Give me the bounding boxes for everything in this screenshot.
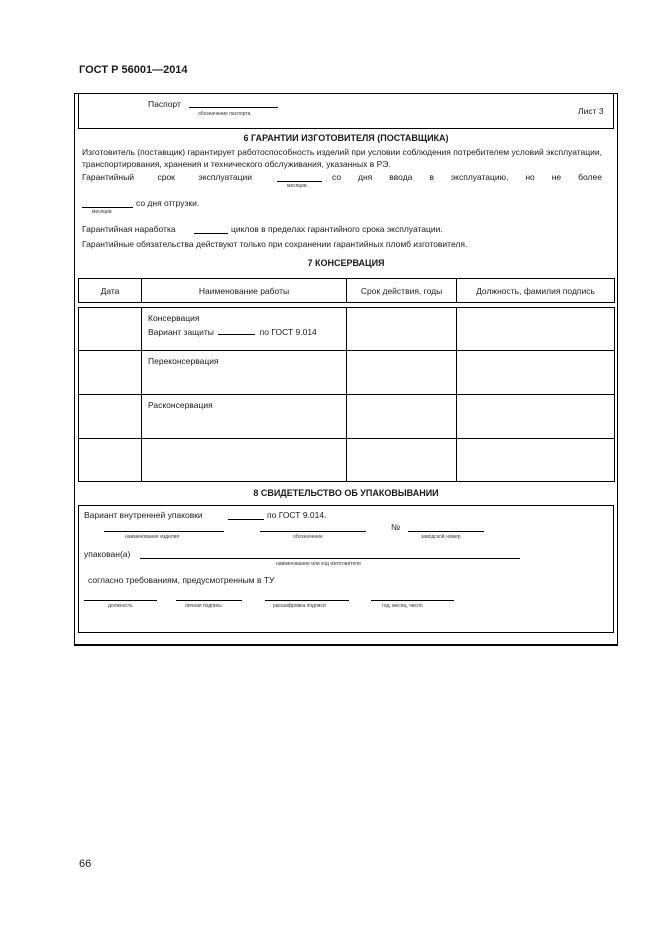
item-name-field[interactable] xyxy=(104,531,224,532)
seals-text: Гарантийные обязательства действуют только при сохранении гарантийных пломб изготовителя. xyxy=(82,239,468,249)
warranty-period-tail xyxy=(332,172,602,182)
variant-suffix: по ГОСТ 9.014 xyxy=(259,327,317,337)
manufacturer-field[interactable] xyxy=(140,558,520,559)
term-cell[interactable] xyxy=(347,395,457,439)
section8-title: 8 СВИДЕТЕЛЬСТВО ОБ УПАКОВЫВАНИИ xyxy=(253,488,439,498)
passport-label: Паспорт xyxy=(148,99,181,109)
table-row xyxy=(79,351,615,395)
signature-cell[interactable] xyxy=(457,351,615,395)
serial-number-caption: заводской номер xyxy=(421,534,461,540)
designation-caption: обозначение xyxy=(293,534,323,540)
packing-certificate-box xyxy=(78,505,614,633)
date-field[interactable] xyxy=(371,600,454,601)
table-row xyxy=(79,395,615,439)
protection-variant xyxy=(148,325,346,339)
work-name: Консервация xyxy=(148,313,200,323)
position-caption: должность xyxy=(108,603,133,609)
signature-caption: личная подпись xyxy=(185,603,222,609)
table-header-row xyxy=(79,279,615,303)
signature-field[interactable] xyxy=(176,600,242,601)
table-row xyxy=(79,308,615,351)
run-cycles-field[interactable] xyxy=(194,233,228,234)
signature-cell[interactable] xyxy=(457,308,615,351)
months-caption: месяцев xyxy=(287,183,307,189)
word: Гарантийный xyxy=(82,172,134,182)
packed-label: упакован(а) xyxy=(84,549,131,559)
column-header-date: Дата xyxy=(79,279,142,303)
column-header-term: Срок действия, годы xyxy=(347,279,457,303)
section6-title: 6 ГАРАНТИИ ИЗГОТОВИТЕЛЯ (ПОСТАВЩИКА) xyxy=(243,133,449,143)
variant-prefix: Вариант защиты xyxy=(148,327,214,337)
word: но xyxy=(525,172,535,182)
requirements-text: согласно требованиям, предусмотренным в ТУ xyxy=(88,575,275,585)
work-cell xyxy=(142,308,347,351)
passport-caption: обозначение паспорта xyxy=(198,111,251,117)
work-cell: Переконсервация xyxy=(142,351,347,395)
date-caption: год, месяц, число xyxy=(382,603,423,609)
term-cell[interactable] xyxy=(347,439,457,482)
word: со xyxy=(332,172,342,182)
position-field[interactable] xyxy=(84,600,157,601)
word: в xyxy=(429,172,434,182)
number-sign: № xyxy=(391,522,401,532)
run-suffix: циклов в пределах гарантийного срока эксплуатации. xyxy=(231,224,443,234)
manufacturer-caption: наименование или код изготовителя xyxy=(276,561,361,567)
run-prefix: Гарантийная наработка xyxy=(82,224,176,234)
passport-field[interactable] xyxy=(189,107,278,108)
variant-prefix: Вариант внутренней упаковки xyxy=(84,510,203,520)
date-cell[interactable] xyxy=(79,351,142,395)
word: дня xyxy=(358,172,373,182)
packing-variant-field[interactable] xyxy=(228,519,264,520)
term-cell[interactable] xyxy=(347,308,457,351)
warranty-period-label xyxy=(82,172,252,182)
variant-field[interactable] xyxy=(218,334,255,335)
date-cell[interactable] xyxy=(79,395,142,439)
item-name-caption: наименование изделия xyxy=(125,534,180,540)
page-number: 66 xyxy=(79,858,92,870)
signature-cell[interactable] xyxy=(457,439,615,482)
designation-field[interactable] xyxy=(260,531,366,532)
shipment-months-field[interactable] xyxy=(82,207,133,208)
word: ввода xyxy=(389,172,413,182)
sheet-number: Лист 3 xyxy=(578,106,604,116)
section7-title: 7 КОНСЕРВАЦИЯ xyxy=(307,258,385,268)
variant-suffix: по ГОСТ 9.014. xyxy=(267,510,327,520)
warranty-paragraph: Изготовитель (поставщик) гарантирует работоспособность изделий при условии соблюдения потребителем условий эксплуатации, транспортирования, хранения и технического обслуживания, указанных в РЭ. xyxy=(82,147,602,169)
date-cell[interactable] xyxy=(79,308,142,351)
date-cell[interactable] xyxy=(79,439,142,482)
column-header-work: Наименование работы xyxy=(142,279,347,303)
signature-cell[interactable] xyxy=(457,395,615,439)
document-code: ГОСТ Р 56001—2014 xyxy=(79,64,188,76)
term-cell[interactable] xyxy=(347,351,457,395)
warranty-months-field[interactable] xyxy=(277,181,322,182)
table-row xyxy=(79,439,615,482)
work-cell: Расконсервация xyxy=(142,395,347,439)
word: эксплуатацию, xyxy=(450,172,509,182)
word: более xyxy=(578,172,602,182)
months-caption-2: месяцев xyxy=(92,209,112,215)
word: срок xyxy=(157,172,175,182)
shipment-text: со дня отгрузки. xyxy=(136,198,200,208)
column-header-signature: Должность, фамилия подпись xyxy=(457,279,615,303)
signature-decoding-caption: расшифровка подписи xyxy=(273,603,326,609)
word: эксплуатации xyxy=(198,172,252,182)
work-cell xyxy=(142,439,347,482)
signature-decoding-field[interactable] xyxy=(265,600,349,601)
word: не xyxy=(551,172,562,182)
conservation-table xyxy=(78,278,615,482)
serial-number-field[interactable] xyxy=(408,531,484,532)
